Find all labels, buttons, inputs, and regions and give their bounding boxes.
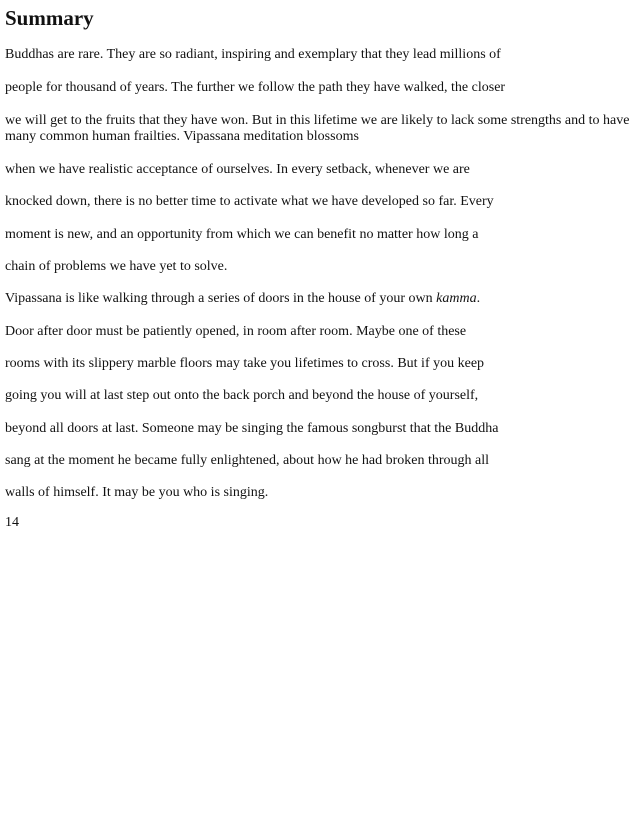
paragraph-line: moment is new, and an opportunity from which we can benefit no matter how long a — [5, 227, 479, 242]
paragraph-line: beyond all doors at last. Someone may be singing the famous songburst that the Buddha — [5, 421, 499, 436]
paragraph-line: people for thousand of years. The further we follow the path they have walked, the closer — [5, 80, 506, 95]
vipassana-paragraph-line — [5, 291, 480, 307]
paragraph-line: chain of problems we have yet to solve. — [5, 259, 228, 274]
paragraph-line: Door after door must be patiently opened, in room after room. Maybe one of these — [5, 324, 467, 339]
paragraph-line: we will get to the fruits that they have won. But in this lifetime we are likely to lack some strengths and to have many common human frailties. Vipassana meditation blossoms — [5, 113, 630, 144]
paragraph-line: walls of himself. It may be you who is singing. — [5, 485, 269, 500]
paragraph-line: going you will at last step out onto the back porch and beyond the house of yourself, — [5, 388, 479, 403]
page-number: 14 — [5, 515, 19, 530]
paragraph-line: when we have realistic acceptance of ourselves. In every setback, whenever we are — [5, 162, 470, 177]
page-title: Summary — [5, 6, 94, 30]
paragraph-line: knocked down, there is no better time to activate what we have developed so far. Every — [5, 194, 494, 209]
paragraph-line: sang at the moment he became fully enlightened, about how he had broken through all — [5, 453, 490, 468]
paragraph-line: Buddhas are rare. They are so radiant, inspiring and exemplary that they lead millions of — [5, 47, 501, 62]
paragraph-line: rooms with its slippery marble floors may take you lifetimes to cross. But if you keep — [5, 356, 485, 371]
vipassana-line-text: Vipassana is like walking through a series of doors in the house of your own — [5, 291, 437, 306]
kamma-emphasis: kamma — [436, 291, 477, 306]
vipassana-line-period: . — [476, 291, 481, 306]
